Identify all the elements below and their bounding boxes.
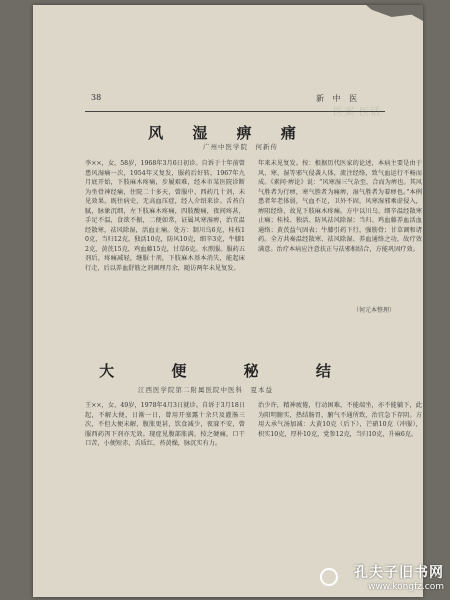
page-number: 38 [91,93,102,102]
article2-column-left: 王××，女，49岁，1978年4月3日就诊。自诉于3月18日起，不解大便，日渐一日，曾用开塞露十余只及灌肠三次，不但大便未解，腹胀更甚，饮食减少，夜寐不安，曾服西药泻下剂亦无效。现症见腹部胀满，按之硬痛，口干口苦，小便短赤，舌质红，苔黄燥，脉沉实有力。 [85,402,245,447]
article1-title: 风 湿 痹 痛 [148,124,308,142]
watermark-logo-icon [320,568,338,586]
journal-name: 新 中 医 [316,94,361,103]
article1-column-right: 年来未见复发。按：根据历代医家的论述，本病主要是由于风、寒、湿等邪气侵袭人体，流注经络，致气血运行不畅而成。《素问·痹论》说：“风寒湿三气杂至，合而为痹也。其风气胜者为行痹，寒气胜者为痛痹，湿气胜者为着痹也。”本例患者年老体弱，气血不足，卫外不固，风寒湿邪乘虚侵入，痹阻经络，故见下肢麻木疼痛。方中以川乌、细辛温经散寒止痛；桂枝、独活、防风祛风除湿；当归、鸡血藤养血活血通络；黄芪益气固表；牛膝引药下行，强筋骨；甘草调和诸药。全方共奏温经散寒、祛风除湿、养血通络之功，故疗效满意。治疗本病应注意扶正与祛邪相结合，方能巩固疗效。 [258,160,422,253]
watermark-site: 孔夫子旧书网 [354,565,444,581]
article2-author: 江西医学院第二附属医院中医科 夏本益 [138,386,273,394]
document-page [33,5,423,597]
article2-title: 大 便 秘 结 [99,362,357,380]
header-rule [85,111,385,112]
watermark [354,562,444,592]
watermark-url: www.kongfz.com [368,582,444,592]
article1-column-left: 李××，女，58岁，1968年3月6日初诊。自诉于十年前曾患风湿痛一次，1954年又复发，服药后好转，1967年九月底开始，下肢麻木疼痛，步履艰难，经本市某医院诊断为坐骨神经痛，住院二十多天，曾服中、西药几十剂，未见效果。既往病史，无高血压症，经人介绍来诊。舌苔白腻，脉象沉细，左下肢麻木疼痛，四肢酸痛，夜间疼甚，手足不温，食欲不振，二便如常，证属风寒湿痹，治宜温经散寒，祛风除湿，活血止痛。处方：制川乌6克，桂枝10克，当归12克，独活10克，防风10克，细辛3克，牛膝12克，黄芪15克，鸡血藤15克，甘草6克。水煎服。服药五剂后，疼痛减轻，继服十剂，下肢麻木基本消失，能起床行走，后以养血舒筋之剂调理月余，随访两年未见复发。 [85,160,245,272]
bleed-through-text: 医案·医话 [333,107,382,118]
torn-corner [366,5,423,21]
article2-column-right: 治少许，精神疲倦，行动困难，不能端坐，亦不能躺下，此为阳明腑实，热结肠胃，腑气不通所致，治宜急下存阴。方用大承气汤加减：大黄10克（后下），芒硝10克（冲服），枳实10克，厚朴10克，党参12克，当归10克，升麻6克。 [258,402,422,438]
article1-author: 广州中医学院 何新传 [203,143,278,151]
article1-source: （何元本整理） [353,307,396,314]
